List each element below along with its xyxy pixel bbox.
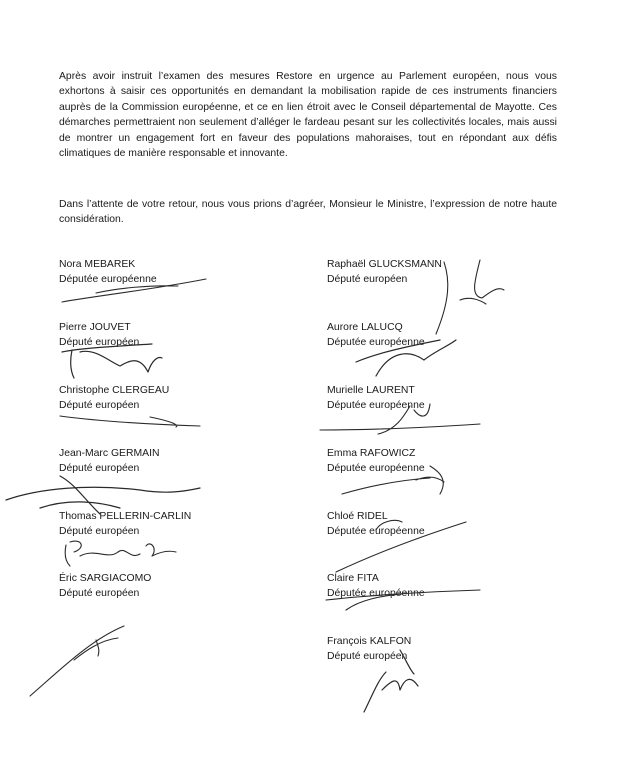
signature-clergeau xyxy=(60,416,200,427)
signatory-name: Chloé RIDEL xyxy=(327,511,388,522)
signatory-name: Jean-Marc GERMAIN xyxy=(59,448,160,459)
signatory-title: Députée européenne xyxy=(327,462,425,474)
signatory-name: Christophe CLERGEAU xyxy=(59,385,170,396)
signatory-block xyxy=(59,510,191,539)
signatory-block xyxy=(327,510,425,539)
signatory-block xyxy=(327,321,425,350)
signatory-name: Nora MEBAREK xyxy=(59,259,136,270)
signatory-name: Aurore LALUCQ xyxy=(327,322,403,333)
signatory-title: Députée européenne xyxy=(59,273,157,285)
signatory-title: Députée européenne xyxy=(327,336,425,348)
signatory-block xyxy=(59,321,139,350)
signatory-block xyxy=(327,572,425,601)
signatory-block xyxy=(327,447,425,476)
signatory-name: Emma RAFOWICZ xyxy=(327,448,416,459)
signatory-title: Députée européenne xyxy=(327,399,425,411)
signatory-name: François KALFON xyxy=(327,636,412,647)
signatory-block xyxy=(59,384,169,413)
signatory-name: Thomas PELLERIN-CARLIN xyxy=(59,511,192,522)
signatory-title: Député européen xyxy=(327,650,408,662)
signatory-name: Éric SARGIACOMO xyxy=(59,573,152,584)
signatory-title: Députée européenne xyxy=(327,587,425,599)
signatory-title: Député européen xyxy=(59,462,140,474)
signatory-name: Raphaël GLUCKSMANN xyxy=(327,259,442,270)
signatory-name: Claire FITA xyxy=(327,573,379,584)
signatory-title: Député européen xyxy=(59,336,140,348)
signatory-title: Députée européenne xyxy=(327,525,425,537)
signatory-block xyxy=(59,572,151,601)
body-paragraph-closing: Dans l’attente de votre retour, nous vous prions d’agréer, Monsieur le Ministre, l’expression de notre haute considération. xyxy=(59,199,557,226)
signatory-name: Murielle LAURENT xyxy=(327,385,415,396)
signatory-block xyxy=(59,258,157,287)
signature-glucksmann xyxy=(436,260,504,334)
signatory-name: Pierre JOUVET xyxy=(59,322,131,333)
signatory-title: Député européen xyxy=(59,525,140,537)
signatory-block xyxy=(327,384,425,413)
body-paragraph-request: Après avoir instruit l’examen des mesures Restore en urgence au Parlement européen, nous vous exhortons à saisir ces opportunités en demandant la mobilisation rapide de ces instruments financiers auprès de la Commission européenne, et ce en lien étroit avec le Conseil départemental de Mayotte. Ces démarches permettraient non seulement d’alléger le fardeau pesant sur les collectivités locales, mais aussi de montrer un engagement fort en faveur des populations mahoraises, tout en répondant aux défis climatiques de manière responsable et innovante. xyxy=(59,71,557,160)
signature-germain xyxy=(6,476,200,514)
signatory-block xyxy=(59,447,159,476)
signatory-title: Député européen xyxy=(59,587,140,599)
signatory-title: Député européen xyxy=(327,273,408,285)
signature-pellerin xyxy=(65,541,176,566)
signatory-title: Député européen xyxy=(59,399,140,411)
signatory-block xyxy=(327,635,411,664)
signatory-block xyxy=(327,258,442,287)
signature-sargiacomo xyxy=(30,626,124,696)
